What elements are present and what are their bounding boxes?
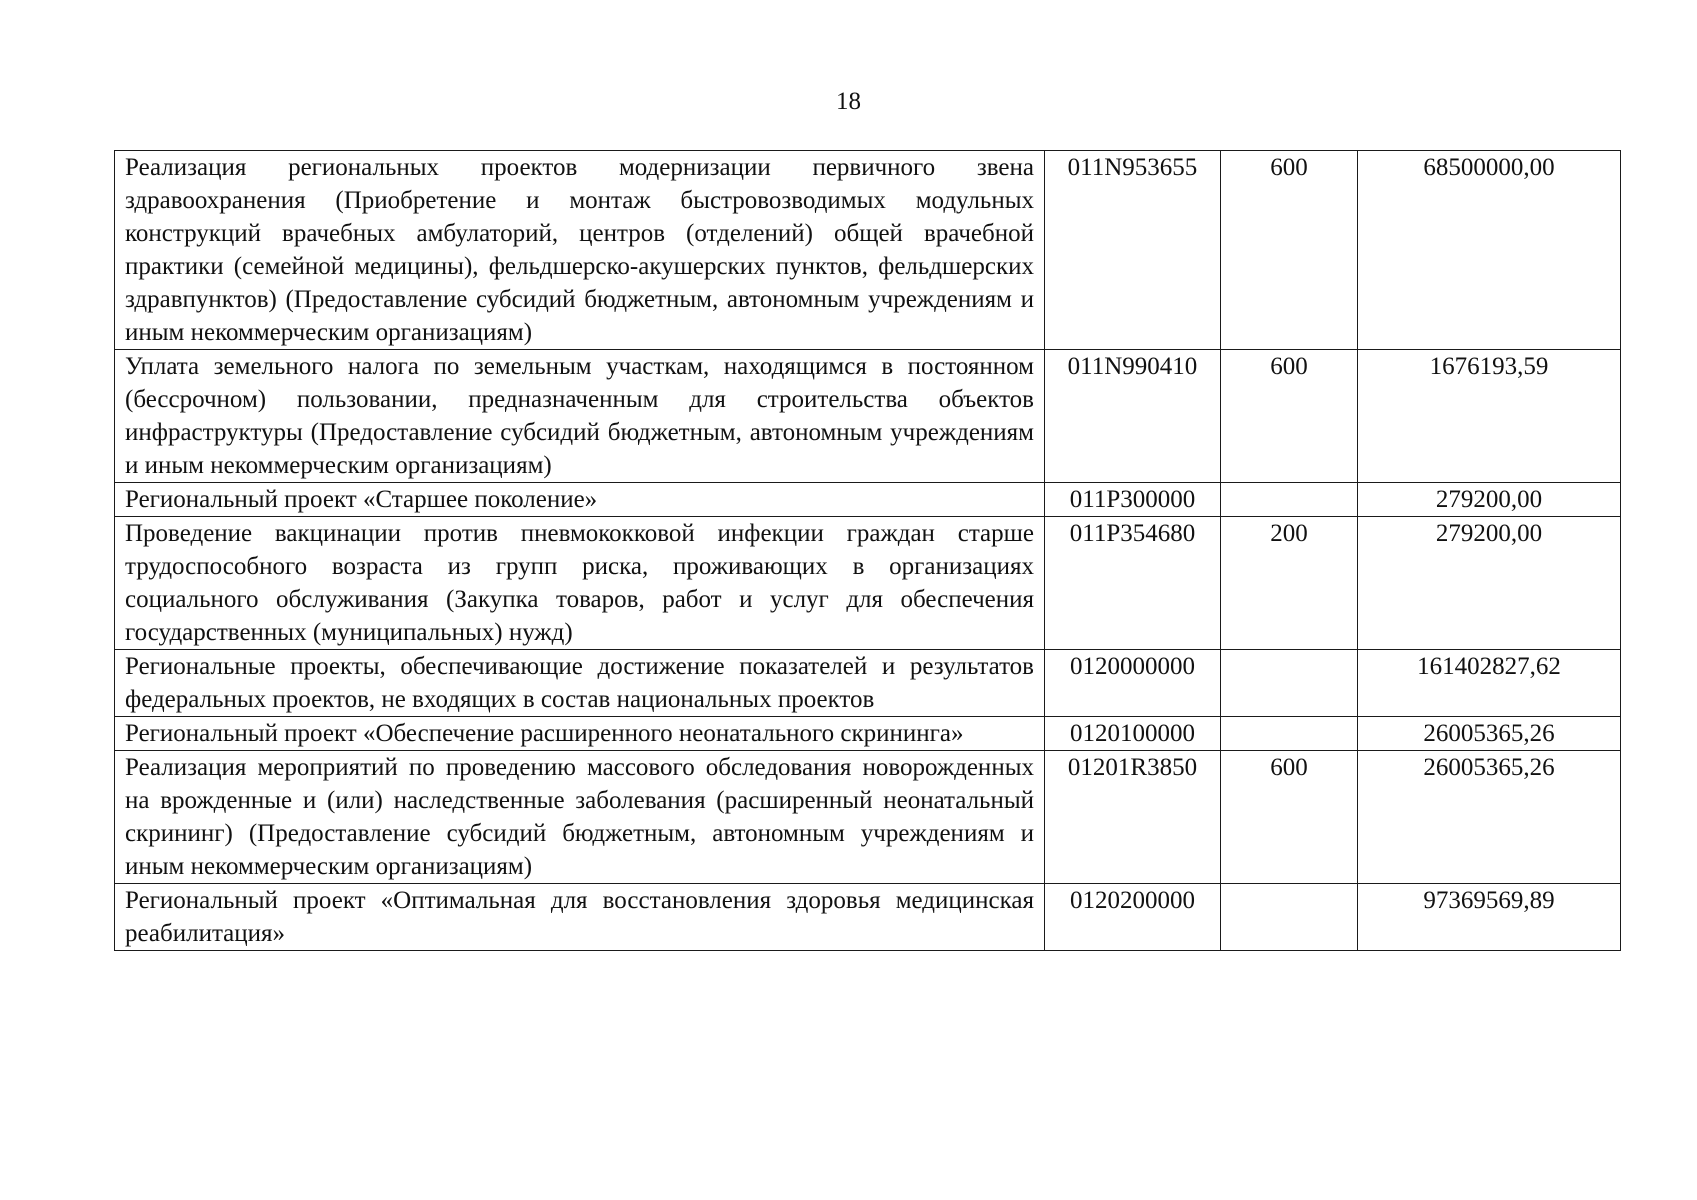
budget-table <box>114 150 1621 951</box>
row-code-cell: 0120000000 <box>1045 650 1221 717</box>
table-row <box>115 151 1621 350</box>
row-name-cell: Реализация мероприятий по проведению массового обследования новорожденных на врожденные и (или) наследственные заболевания (расширенный неонатальный скрининг) (Предоставление субсидий бюджетным, автономным учреждениям и иным некоммерческим организациям) <box>115 751 1045 884</box>
row-sum-cell: 68500000,00 <box>1358 151 1621 350</box>
row-name-cell: Региональный проект «Обеспечение расширенного неонатального скрининга» <box>115 717 1045 751</box>
row-sum-cell: 161402827,62 <box>1358 650 1621 717</box>
row-type-cell: 600 <box>1221 151 1358 350</box>
row-sum-cell: 279200,00 <box>1358 483 1621 517</box>
row-type-cell <box>1221 483 1358 517</box>
row-sum-cell: 26005365,26 <box>1358 751 1621 884</box>
table-row <box>115 650 1621 717</box>
row-name-cell: Проведение вакцинации против пневмококковой инфекции граждан старше трудоспособного возраста из групп риска, проживающих в организациях социального обслуживания (Закупка товаров, работ и услуг для обеспечения государственных (муниципальных) нужд) <box>115 517 1045 650</box>
row-type-cell: 600 <box>1221 751 1358 884</box>
row-code-cell: 011P300000 <box>1045 483 1221 517</box>
table-row <box>115 350 1621 483</box>
row-sum-cell: 26005365,26 <box>1358 717 1621 751</box>
row-type-cell <box>1221 717 1358 751</box>
table-row <box>115 517 1621 650</box>
row-name-cell: Реализация региональных проектов модернизации первичного звена здравоохранения (Приобретение и монтаж быстровозводимых модульных конструкций врачебных амбулаторий, центров (отделений) общей врачебной практики (семейной медицины), фельдшерско-акушерских пунктов, фельдшерских здравпунктов) (Предоставление субсидий бюджетным, автономным учреждениям и иным некоммерческим организациям) <box>115 151 1045 350</box>
row-name-cell: Уплата земельного налога по земельным участкам, находящимся в постоянном (бессрочном) пользовании, предназначенным для строительства объектов инфраструктуры (Предоставление субсидий бюджетным, автономным учреждениям и иным некоммерческим организациям) <box>115 350 1045 483</box>
row-code-cell: 01201R3850 <box>1045 751 1221 884</box>
row-type-cell <box>1221 884 1358 951</box>
row-name-cell: Региональный проект «Старшее поколение» <box>115 483 1045 517</box>
row-code-cell: 0120200000 <box>1045 884 1221 951</box>
row-sum-cell: 279200,00 <box>1358 517 1621 650</box>
row-type-cell: 200 <box>1221 517 1358 650</box>
row-code-cell: 011N990410 <box>1045 350 1221 483</box>
row-type-cell <box>1221 650 1358 717</box>
table-row <box>115 483 1621 517</box>
row-sum-cell: 1676193,59 <box>1358 350 1621 483</box>
table-row <box>115 717 1621 751</box>
row-code-cell: 011P354680 <box>1045 517 1221 650</box>
table-row <box>115 751 1621 884</box>
row-name-cell: Региональный проект «Оптимальная для восстановления здоровья медицинская реабилитация» <box>115 884 1045 951</box>
row-name-cell: Региональные проекты, обеспечивающие достижение показателей и результатов федеральных проектов, не входящих в состав национальных проектов <box>115 650 1045 717</box>
row-code-cell: 011N953655 <box>1045 151 1221 350</box>
row-code-cell: 0120100000 <box>1045 717 1221 751</box>
page-number: 18 <box>836 88 861 115</box>
row-sum-cell: 97369569,89 <box>1358 884 1621 951</box>
row-type-cell: 600 <box>1221 350 1358 483</box>
table-row <box>115 884 1621 951</box>
